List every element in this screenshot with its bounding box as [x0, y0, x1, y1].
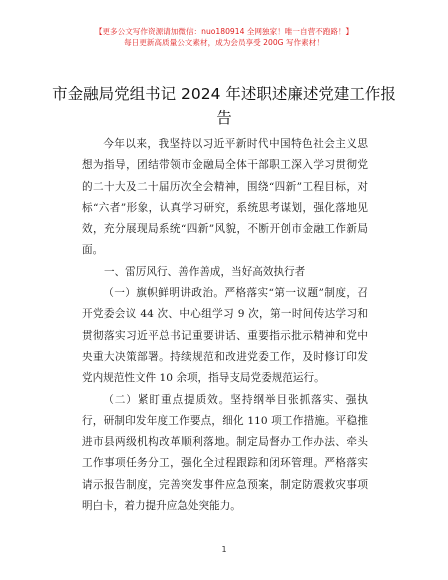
page-number: 1 [221, 545, 227, 554]
document-body [82, 134, 368, 517]
intro-paragraph: 今年以来，我坚持以习近平新时代中国特色社会主义思想为指导，团结带领市金融局全体干部职工深入学习贯彻党的二十大及二十届历次全会精神，围绕“四新”工程目标，对标“六者”形象，认真学习研究，系统思考谋划，强化落地见效，充分展现局系统“四新”风貌，不断开创市金融工作新局面。 [82, 138, 368, 257]
body-paragraph: （一）旗帜鲜明讲政治。严格落实“第一议题”制度，召开党委会议 44 次、中心组学习 9 次，第一时间传达学习和贯彻落实习近平总书记重要讲话、重要指示批示精神和党中央重大决策部署。持续规范和改进党委工作，及时修订印发党内规范性文件 10 余项，指导支局党委规范运行。 [82, 287, 368, 385]
document-title: 市金融局党组书记 2024 年述职述廉述党建工作报告 [52, 85, 396, 127]
section-heading: 一、雷厉风行、善作善成，当好高效执行者 [104, 265, 306, 278]
promo-line-1: 【更多公文写作资源请加微信：nuo180914 全网独家！唯一自营不跑路！】 [94, 27, 354, 36]
promo-banner [0, 26, 448, 48]
promo-line-2: 每日更新高质量公文素材，成为会员享受 200G 写作素材！ [124, 38, 324, 47]
body-paragraph: （二）紧盯重点提质效。坚持纲举目张抓落实、强执行，研制印发年度工作要点，细化 110 项工作措施。平稳推进市县两级机构改革顺利落地。制定局督办工作办法、牵头工作事项任务分工，强化全过程跟踪和闭环管理。严格落实请示报告制度，完善突发事件应急预案，制定防震救灾事项明白卡，着力提升应急处突能力。 [82, 393, 368, 513]
